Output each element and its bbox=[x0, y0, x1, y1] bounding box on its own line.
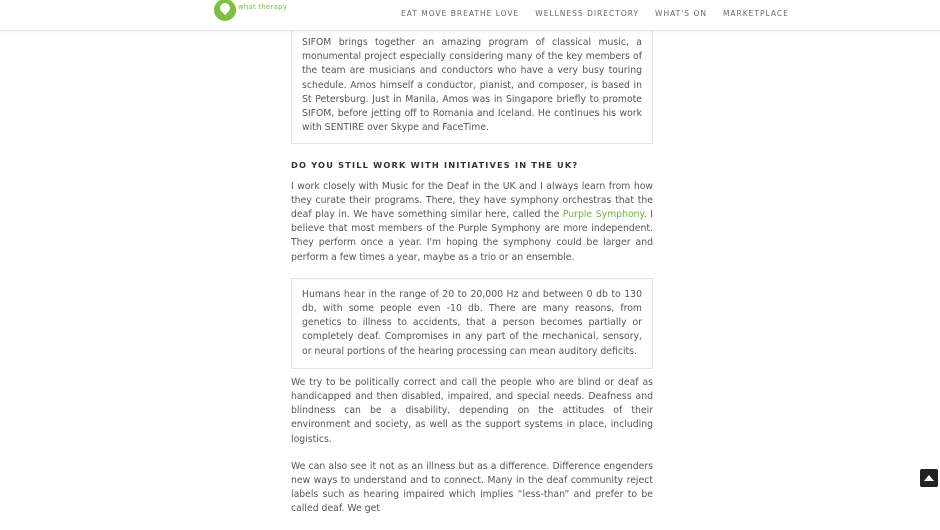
paragraph-politically-correct: We try to be politically correct and call the people who are blind or deaf as handicapped and then disabled, impaired, and special needs. Deafness and blindness can be a disability, depending on the attitudes of their environment and society, as well as the support systems in place, including logistics. bbox=[291, 376, 653, 445]
paragraph-text: I work closely with Music for the Deaf in the UK and I always learn from how they curate their programs. There, they have symphony orchestras that the deaf play in. We have something similar here, called the bbox=[291, 180, 653, 221]
main-nav bbox=[401, 9, 789, 18]
nav-whats-on[interactable]: WHAT'S ON bbox=[655, 9, 707, 18]
site-logo[interactable] bbox=[214, 0, 287, 22]
logo-text: what therapy bbox=[238, 3, 288, 11]
nav-marketplace[interactable]: MARKETPLACE bbox=[722, 9, 789, 18]
purple-symphony-link[interactable]: Purple Symphony bbox=[562, 209, 644, 221]
site-header bbox=[0, 0, 940, 31]
nav-wellness-directory[interactable]: WELLNESS DIRECTORY bbox=[535, 9, 640, 18]
section-heading: DO YOU STILL WORK WITH INITIATIVES IN THE UK? bbox=[291, 160, 579, 171]
article-body bbox=[291, 30, 653, 530]
paragraph-difference: We can also see it not as an illness but as a difference. Difference engenders new ways to understand and to connect. Many in the deaf community reject labels such as hearing impaired which implies “less-than” and prefer to be called deaf. We get bbox=[291, 460, 653, 515]
pull-quote-sifom: SIFOM brings together an amazing program of classical music, a monumental project especially considering many of the key members of the team are musicians and conductors who have a very busy touring schedule. Amos himself a conductor, pianist, and composer, is based in St Petersburg. Just in Manila, Amos was in Singapore briefly to promote SIFOM, before jetting off to Romania and Iceland. He continues his work with SENTIRE over Skype and FaceTime. bbox=[291, 30, 653, 144]
nav-eat-move-breathe-love[interactable]: EAT MOVE BREATHE LOVE bbox=[401, 9, 520, 18]
paragraph-uk-initiatives bbox=[291, 180, 653, 265]
paragraph-text: . I believe that most members of the Purple Symphony are more independent. They perform once a year. I'm hoping the symphony could be larger and perform a few times a year, maybe as a trio or an ensemble. bbox=[291, 209, 654, 263]
leaf-logo-icon bbox=[214, 0, 236, 21]
chevron-up-icon[interactable] bbox=[920, 469, 938, 487]
pull-quote-hearing: Humans hear in the range of 20 to 20,000 Hz and between 0 db to 130 db, with some people even -10 db. There are many reasons, from genetics to illness to accidents, that a person becomes partially or completely deaf. Compromises in any part of the mechanical, sensory, or neural portions of the hearing processing can mean auditory deficits. bbox=[291, 278, 653, 369]
